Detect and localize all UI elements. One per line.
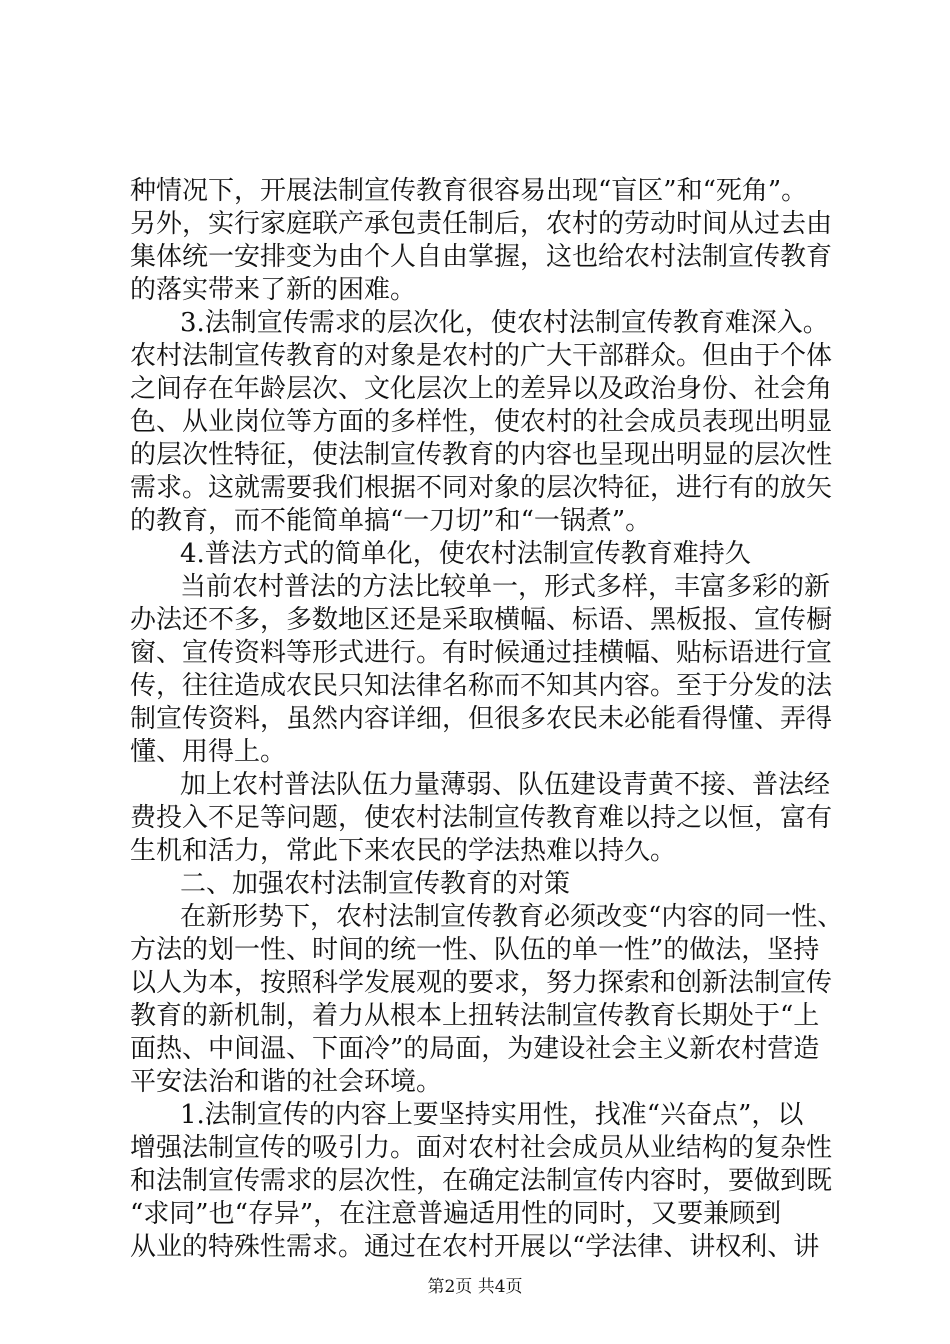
text-line: 面热、中间温、下面冷”的局面，为建设社会主义新农村营造 — [130, 1034, 820, 1064]
text-line: 种情况下，开展法制宣传教育很容易出现“盲区”和“死角”。 — [130, 176, 808, 206]
text-line: 和法制宣传需求的层次性，在确定法制宣传内容时，要做到既 — [130, 1166, 833, 1196]
text-line: 平安法治和谐的社会环境。 — [130, 1067, 443, 1097]
text-line: 农村法制宣传教育的对象是农村的广大干部群众。但由于个体 — [130, 341, 833, 371]
text-line: 色、从业岗位等方面的多样性，使农村的社会成员表现出明显 — [130, 407, 833, 437]
text-line: 集体统一安排变为由个人自由掌握，这也给农村法制宣传教育 — [130, 242, 833, 272]
text-line: 的落实带来了新的困难。 — [130, 275, 417, 305]
text-line: 以人为本，按照科学发展观的要求，努力探索和创新法制宣传 — [130, 968, 833, 998]
text-line: 在新形势下，农村法制宣传教育必须改变“内容的同一性、 — [180, 902, 844, 932]
text-line: 当前农村普法的方法比较单一，形式多样，丰富多彩的新 — [180, 572, 831, 602]
text-line: 教育的新机制，着力从根本上扭转法制宣传教育长期处于“上 — [130, 1001, 820, 1031]
section-heading: 二、加强农村法制宣传教育的对策 — [180, 869, 571, 899]
text-line: 另外，实行家庭联产承包责任制后，农村的劳动时间从过去由 — [130, 209, 833, 239]
text-line: 的教育，而不能简单搞“一刀切”和“一锅煮”。 — [130, 506, 652, 536]
text-line: 的层次性特征，使法制宣传教育的内容也呈现出明显的层次性 — [130, 440, 833, 470]
text-line: “求同”也“存异”，在注意普遍适用性的同时，又要兼顾到 — [130, 1199, 782, 1229]
text-line: 增强法制宣传的吸引力。面对农村社会成员从业结构的复杂性 — [130, 1133, 833, 1163]
section-heading: 4.普法方式的简单化，使农村法制宣传教育难持久 — [180, 539, 751, 569]
text-line: 从业的特殊性需求。通过在农村开展以“学法律、讲权利、讲 — [130, 1232, 820, 1262]
text-line: 费投入不足等问题，使农村法制宣传教育难以持之以恒，富有 — [130, 803, 833, 833]
text-line: 制宣传资料，虽然内容详细，但很多农民未必能看得懂、弄得 — [130, 704, 833, 734]
page-number: 第2页 共4页 — [427, 1277, 523, 1297]
text-line: 懂、用得上。 — [130, 737, 287, 767]
section-heading: 1.法制宣传的内容上要坚持实用性，找准“兴奋点”，以 — [180, 1100, 804, 1130]
text-line: 之间存在年龄层次、文化层次上的差异以及政治身份、社会角 — [130, 374, 833, 404]
text-line: 方法的划一性、时间的统一性、队伍的单一性”的做法，坚持 — [130, 935, 820, 965]
text-line: 加上农村普法队伍力量薄弱、队伍建设青黄不接、普法经 — [180, 770, 831, 800]
text-line: 生机和活力，常此下来农民的学法热难以持久。 — [130, 836, 677, 866]
text-line: 传，往往造成农民只知法律名称而不知其内容。至于分发的法 — [130, 671, 833, 701]
text-line: 窗、宣传资料等形式进行。有时候通过挂横幅、贴标语进行宣 — [130, 638, 833, 668]
text-line: 办法还不多，多数地区还是采取横幅、标语、黑板报、宣传橱 — [130, 605, 833, 635]
text-line: 需求。这就需要我们根据不同对象的层次特征，进行有的放矢 — [130, 473, 833, 503]
section-heading: 3.法制宣传需求的层次化，使农村法制宣传教育难深入。 — [180, 308, 829, 338]
